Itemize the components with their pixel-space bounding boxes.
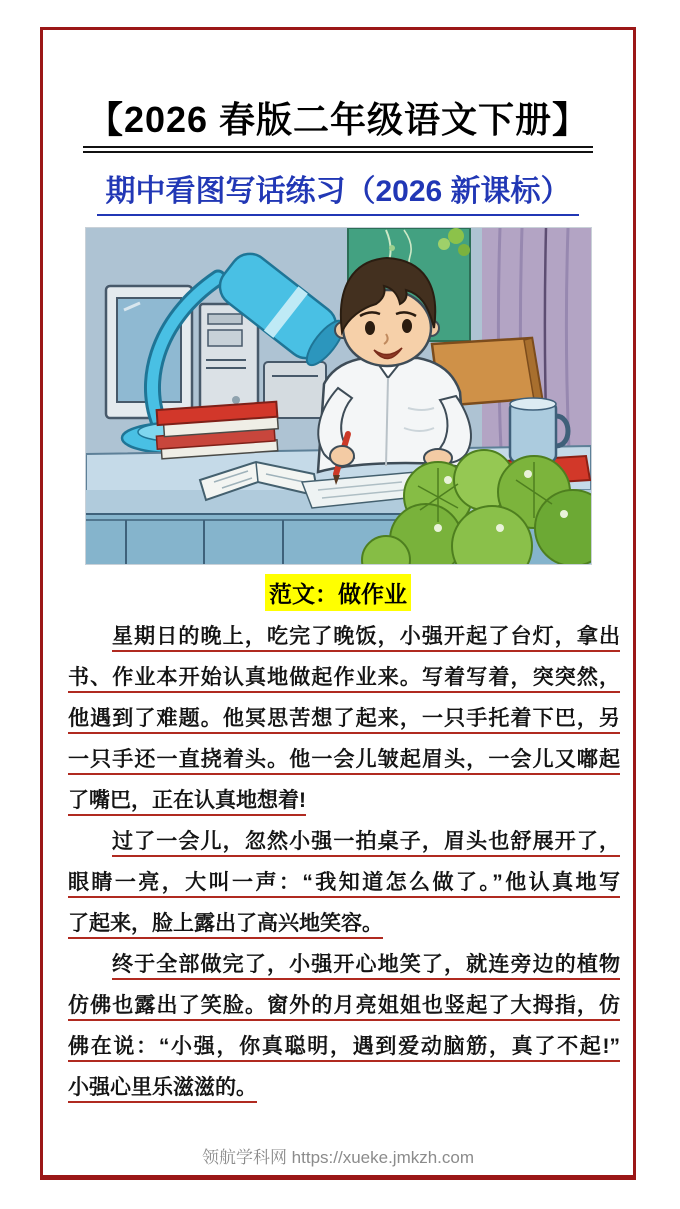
page-subtitle-text: 期中看图写话练习（2026 新课标）: [97, 166, 578, 216]
essay-line-text: 终于全部做完了，小强开心地笑了，就连旁边的植物: [112, 953, 620, 976]
essay-line-text: 小强心里乐滋滋的。: [68, 1076, 257, 1099]
illustration-homework-scene: [85, 227, 592, 565]
essay-line: [68, 698, 620, 739]
essay-line: [68, 739, 620, 780]
essay-line-text: 书、作业本开始认真地做起作业来。写着写着，突突然，: [68, 666, 620, 689]
essay-line: [68, 985, 620, 1026]
page-title-text: 【2026 春版二年级语文下册】: [83, 92, 593, 153]
footer-watermark: 领航学科网 https://xueke.jmkzh.com: [201, 1148, 475, 1167]
essay-line: [68, 944, 620, 985]
essay-line-text: 仿佛也露出了笑脸。窗外的月亮姐姐也竖起了大拇指，仿: [68, 994, 620, 1017]
sample-essay-label-text: 范文：做作业: [265, 574, 411, 611]
sample-essay-label: [43, 574, 633, 611]
book-stack: [154, 402, 279, 459]
essay-line-text: 过了一会儿，忽然小强一拍桌子，眉头也舒展开了，: [112, 830, 620, 853]
page-frame: [40, 27, 636, 1180]
essay-line-text: 眼睛一亮，大叫一声：“我知道怎么做了。”他认真地写: [68, 871, 620, 894]
essay-line-text: 了起来，脸上露出了高兴地笑容。: [68, 912, 383, 935]
essay-line: [68, 821, 620, 862]
essay-line: [68, 616, 620, 657]
page-subtitle: [43, 166, 633, 216]
essay-line: [68, 862, 620, 903]
computer-tower: [200, 304, 258, 420]
essay-line: [68, 1026, 620, 1067]
essay-line: [68, 657, 620, 698]
essay-line-text: 佛在说：“小强，你真聪明，遇到爱动脑筋，真了不起!”: [68, 1035, 620, 1058]
essay-line-text: 一只手还一直挠着头。他一会儿皱起眉头，一会儿又嘟起: [68, 748, 620, 771]
essay-line: [68, 903, 620, 944]
page-title: [43, 92, 633, 153]
essay-line-text: 星期日的晚上，吃完了晚饭，小强开起了台灯，拿出: [112, 625, 620, 648]
essay-line-text: 他遇到了难题。他冥思苦想了起来，一只手托着下巴，另: [68, 707, 620, 730]
essay-line: [68, 780, 620, 821]
essay-body: [68, 616, 620, 1108]
essay-line-text: 了嘴巴，正在认真地想着!: [68, 789, 306, 812]
essay-line: [68, 1067, 620, 1108]
